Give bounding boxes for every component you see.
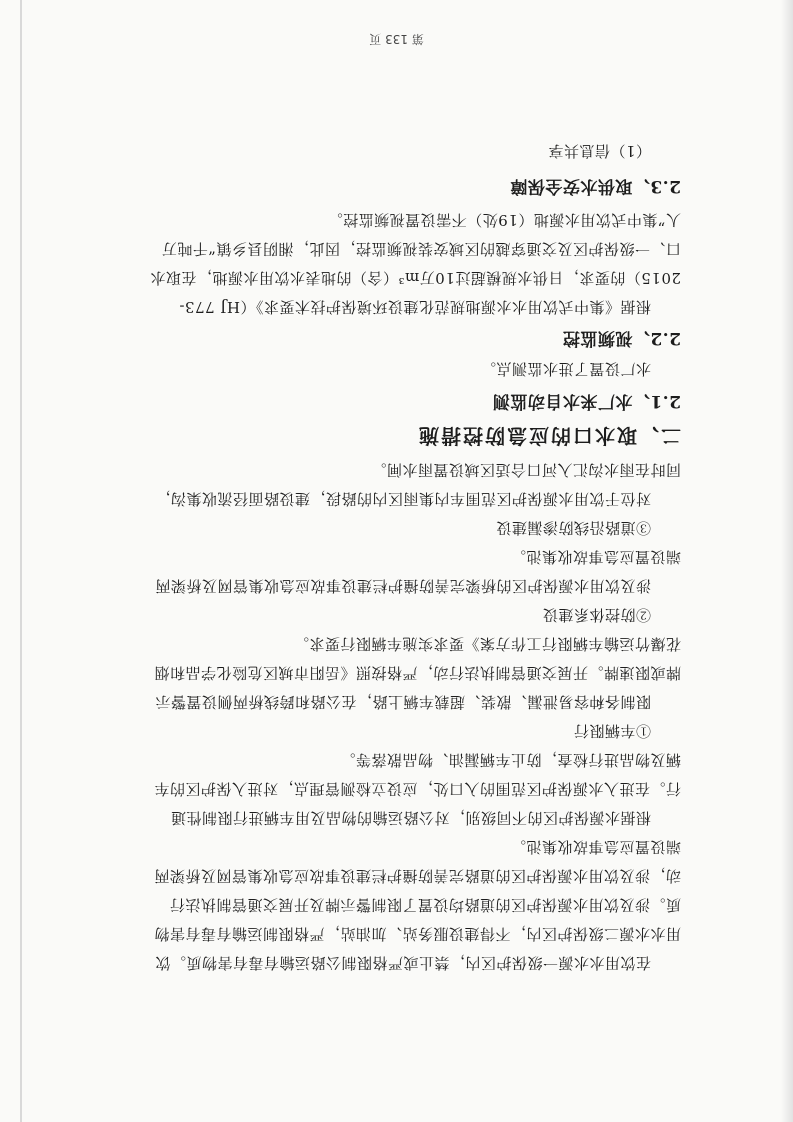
paragraph-line: 口、一级保护区及交通穿越的区域安装视频监控，因此，湘阴县乡镇“千吨万 [161,240,681,258]
paragraph-line: 牌或限速牌。开展交通管制执法行动，严格按照《岳阳市城区危险化学品和烟 [153,664,681,682]
paragraph-line: 质。涉及饮用水源保护区的道路均设置了限制警示牌及开展交通管制执法行 [169,896,681,914]
paragraph-line: 在饮用水水源一级保护区内，禁止或严格限制公路运输有毒有害物质。饮 [154,954,651,972]
paragraph-line: 花爆竹运输车辆限行工作方案》要求实施车辆限行要求。 [293,635,681,653]
subsection-heading: 2.2、视频监控 [562,328,681,348]
paragraph-line: 根据水源保护区的不同级别，对公路运输的物品及用车辆进行限制性通 [170,809,651,827]
list-item-title: ②防控体系建设 [542,606,651,624]
paragraph-line: 水厂设置了进水监测点。 [480,360,651,378]
list-item-title: ③道路沿线防渗漏建设 [495,519,651,537]
list-item-title: ①车辆限行 [573,722,651,740]
paragraph-line: 辆及物品进行检查，防止车辆漏油、物品散落等。 [339,751,681,769]
list-item-title: （1）信息共享 [547,142,651,160]
paragraph-line: 行。在进入水源保护区范围的入口处，应设立检测管理点，对进入保护区的车 [153,780,681,798]
section-heading: 二、取水口的应急防控措施 [417,424,681,448]
paragraph-line: 端设置应急事故收集池。 [510,548,681,566]
subsection-heading: 2.3、取供水安全保障 [509,176,681,196]
paragraph-line: 根据《集中式饮用水水源地规范化建设环境保护技术要求》（HJ 773- [178,298,651,316]
paragraph-line: 同时在雨水沟汇入河口合适区域设置雨水闸。 [370,461,681,479]
paragraph-line: 端设置应急事故收集池。 [510,838,681,856]
paragraph-line: 对位于饮用水源保护区范围车内集雨区内的路段，建设路面径流收集沟， [154,490,651,508]
scan-edge-line [20,0,22,1122]
scan-edge-shadow [781,0,793,1122]
page-number: 第 133 页 [369,32,424,46]
paragraph-line: 人”集中式饮用水源地（19处）不需设置视频监控。 [327,211,681,229]
subsection-heading: 2.1、水厂来水自动监测 [492,391,681,411]
paragraph-line: 动，涉及饮用水源保护区的道路完善防撞护栏建设事故应急收集管网及桥梁两 [153,867,681,885]
paragraph-line: 2015）的要求，日供水规模超过10万m³（含）的地表水饮用水源地，在取水 [149,269,681,287]
paragraph-line: 限制各种容易泄漏、散装、超载车辆上路，在公路和跨线桥两侧设置警示 [154,693,651,711]
paragraph-line: 涉及饮用水源保护区的桥梁完善防撞护栏建设事故应急收集管网及桥梁两 [154,577,651,595]
paragraph-line: 用水水源二级保护区内，不得建设服务站、加油站，严格限制运输有毒有害物 [153,925,681,943]
